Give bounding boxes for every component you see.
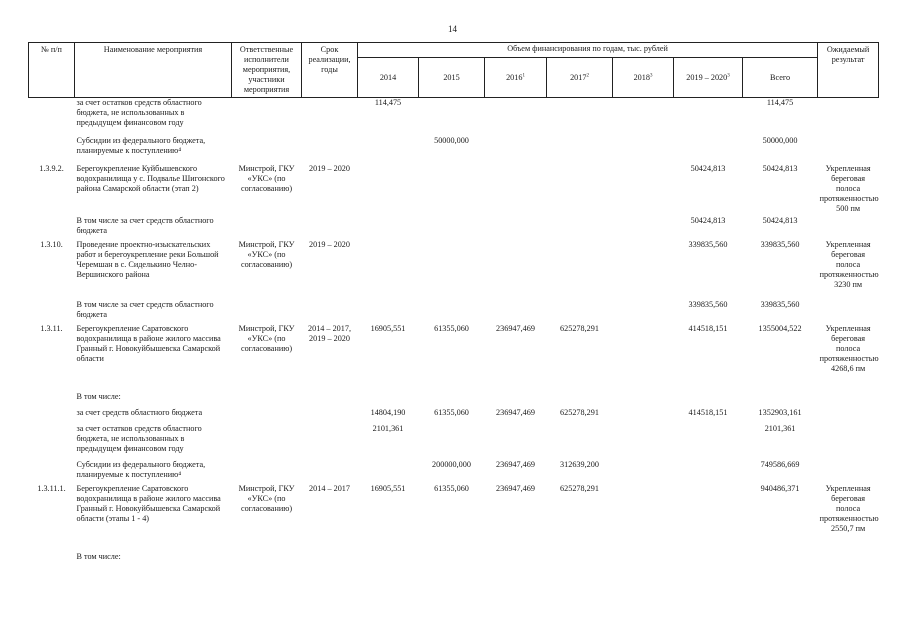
value-2018: [613, 240, 674, 300]
row-result: [818, 98, 879, 136]
value-2017: [547, 424, 613, 460]
value-2014: 114,475: [374, 98, 402, 107]
table-body: [29, 98, 879, 568]
value-2016: [485, 300, 547, 324]
value-2018: [613, 484, 674, 552]
value-total: [743, 552, 818, 568]
value-2017: [547, 552, 613, 568]
value-2016: 236947,469: [496, 407, 535, 417]
value-2018: [613, 408, 674, 424]
value-2015: [419, 424, 485, 460]
header-year-2017: 2017$^2$: [547, 58, 613, 98]
value-2018: [613, 392, 674, 408]
table-row: [29, 300, 879, 324]
row-responsible: [232, 552, 302, 568]
value-2015: 61355,060: [434, 323, 469, 333]
value-total: 50000,000: [762, 135, 798, 145]
value-2014: [358, 552, 419, 568]
row-term: 2019 – 2020: [309, 163, 350, 173]
value-2017: 625278,291: [560, 483, 599, 493]
row-num: [29, 98, 75, 136]
table-row: [29, 98, 879, 136]
row-num: 1.3.10.: [40, 239, 63, 249]
header-year-2019-2020: 2019 – 2020$^3$: [674, 58, 743, 98]
row-responsible: Минстрой, ГКУ «УКС» (по согласованию): [238, 483, 295, 513]
row-term: [302, 460, 358, 484]
value-2015: [419, 164, 485, 216]
value-2014: [358, 300, 419, 324]
table-row: [29, 164, 879, 216]
value-2018: [613, 324, 674, 392]
value-2017: [547, 216, 613, 240]
row-name: В том числе за счет средств областного бюджета: [76, 299, 214, 319]
value-2018: [613, 164, 674, 216]
row-name: за счет остатков средств областного бюджета, не использованных в предыдущем финансовом году: [76, 98, 202, 127]
value-2017: [547, 98, 613, 136]
value-2018: [613, 216, 674, 240]
value-total: 749586,669: [760, 459, 800, 469]
value-2018: [613, 552, 674, 568]
value-2015: [419, 392, 485, 408]
table-row: [29, 216, 879, 240]
value-2015: 61355,060: [434, 407, 469, 417]
row-result: Укрепленная береговая полоса протяженностью 4268,6 пм: [819, 323, 879, 373]
value-2018: [613, 424, 674, 460]
value-2014: [358, 216, 419, 240]
header-responsible: Ответственные исполнители мероприятия, участники мероприятия: [232, 43, 302, 98]
header-year-2015: 2015: [419, 58, 485, 98]
row-term: [302, 216, 358, 240]
row-num: [29, 300, 75, 324]
value-2019-2020: 50424,813: [690, 163, 726, 173]
row-num: [29, 136, 75, 164]
row-result: [818, 300, 879, 324]
header-num: № п/п: [29, 43, 75, 98]
row-responsible: [232, 136, 302, 164]
header-year-2018: 2018$^3$: [613, 58, 674, 98]
row-responsible: [232, 392, 302, 408]
row-responsible: Минстрой, ГКУ «УКС» (по согласованию): [238, 163, 295, 193]
value-2019-2020: 414518,151: [688, 407, 728, 417]
row-name: В том числе за счет средств областного бюджета: [76, 215, 214, 235]
row-result: Укрепленная береговая полоса протяженностью 500 пм: [819, 163, 879, 213]
value-2015: [419, 216, 485, 240]
value-2019-2020: 339835,560: [688, 299, 728, 309]
table-row: [29, 484, 879, 552]
value-2019-2020: [674, 460, 743, 484]
value-total: 50424,813: [762, 163, 798, 173]
value-2019-2020: [674, 424, 743, 460]
row-result: Укрепленная береговая полоса протяженностью 2550,7 пм: [819, 483, 879, 533]
row-name: Берегоукрепление Саратовского водохранилища в районе жилого массива Гранный г. Новокуйбышевска Самарской области (этапы 1 - 4): [76, 483, 221, 523]
row-responsible: Минстрой, ГКУ «УКС» (по согласованию): [238, 323, 295, 353]
value-2018: [613, 300, 674, 324]
value-2015: 61355,060: [434, 483, 469, 493]
value-2014: [358, 460, 419, 484]
value-2014: [358, 240, 419, 300]
value-2019-2020: 339835,560: [688, 239, 728, 249]
row-name: за счет средств областного бюджета: [76, 407, 203, 417]
value-2014: 14804,190: [370, 407, 406, 417]
row-name: Субсидии из федерального бюджета, планируемые к поступлению⁴: [76, 459, 206, 479]
value-2016: [485, 136, 547, 164]
value-2018: [613, 136, 674, 164]
financing-table: [28, 42, 879, 568]
row-responsible: [232, 98, 302, 136]
value-2015: [419, 552, 485, 568]
row-num: 1.3.11.: [40, 323, 63, 333]
row-result: [818, 136, 879, 164]
value-2016: [485, 216, 547, 240]
header-name: Наименование мероприятия: [75, 43, 232, 98]
value-2015: [419, 98, 485, 136]
value-2015: 50000,000: [434, 135, 469, 145]
value-2014: [358, 136, 419, 164]
value-2016: [485, 164, 547, 216]
row-result: Укрепленная береговая полоса протяженностью 3230 пм: [819, 239, 879, 289]
value-2017: 312639,200: [560, 459, 599, 469]
row-num: 1.3.11.1.: [37, 483, 66, 493]
table-row: [29, 136, 879, 164]
row-responsible: [232, 460, 302, 484]
value-2016: [485, 98, 547, 136]
row-num: [29, 552, 75, 568]
value-2016: 236947,469: [496, 459, 535, 469]
value-2019-2020: 50424,813: [690, 215, 726, 225]
value-2014: [358, 164, 419, 216]
header-year-2014: 2014: [358, 58, 419, 98]
table-row: [29, 240, 879, 300]
row-name: В том числе:: [76, 551, 121, 561]
value-2016: [485, 552, 547, 568]
table-row: [29, 392, 879, 408]
row-responsible: [232, 216, 302, 240]
row-name: за счет остатков средств областного бюджета, не использованных в предыдущем финансовом году: [76, 423, 202, 453]
value-2019-2020: 414518,151: [688, 323, 728, 333]
row-term: [302, 424, 358, 460]
row-num: [29, 424, 75, 460]
row-responsible: Минстрой, ГКУ «УКС» (по согласованию): [238, 239, 295, 269]
row-term: 2014 – 2017, 2019 – 2020: [308, 323, 351, 343]
row-term: [302, 392, 358, 408]
value-2016: 236947,469: [496, 483, 535, 493]
row-term: [302, 300, 358, 324]
row-responsible: [232, 300, 302, 324]
value-total: [743, 392, 818, 408]
row-name: В том числе:: [76, 391, 121, 401]
value-2019-2020: [674, 552, 743, 568]
row-term: [302, 98, 358, 136]
value-2016: [485, 424, 547, 460]
row-result: [818, 424, 879, 460]
value-2019-2020: [674, 484, 743, 552]
row-num: [29, 392, 75, 408]
row-name: Берегоукрепление Саратовского водохранилища в районе жилого массива Гранный г. Новокуйбышевска Самарской области: [76, 323, 221, 363]
value-2017: [547, 240, 613, 300]
value-2016: 236947,469: [496, 323, 535, 333]
header-finance: Объем финансирования по годам, тыс. рублей: [358, 43, 818, 58]
value-2019-2020: [674, 392, 743, 408]
row-result: [818, 216, 879, 240]
row-num: [29, 460, 75, 484]
value-2016: [485, 392, 547, 408]
row-term: 2014 – 2017: [309, 483, 350, 493]
row-result: [818, 408, 879, 424]
table-row: [29, 460, 879, 484]
row-num: [29, 216, 75, 240]
row-responsible: [232, 408, 302, 424]
row-result: [818, 460, 879, 484]
value-2017: 625278,291: [560, 407, 599, 417]
value-total: 339835,560: [760, 299, 800, 309]
value-2019-2020: [674, 136, 743, 164]
row-name: Проведение проектно-изыскательских работ и берегоукрепление реки Большой Черемшан в с. Сиделькино Челно-Вершинского района: [76, 239, 219, 279]
value-2017: [547, 164, 613, 216]
header-year-total: Всего: [743, 58, 818, 98]
row-responsible: [232, 424, 302, 460]
row-num: [29, 408, 75, 424]
value-total: 1352903,161: [758, 407, 802, 417]
page-number: 14: [448, 24, 457, 34]
value-2015: 200000,000: [432, 459, 471, 469]
value-2017: 625278,291: [560, 323, 599, 333]
value-total: 2101,361: [764, 423, 796, 433]
value-2019-2020: [674, 98, 743, 136]
value-2017: [547, 136, 613, 164]
value-2016: [485, 240, 547, 300]
row-term: 2019 – 2020: [309, 239, 350, 249]
row-term: [302, 552, 358, 568]
value-2015: [419, 240, 485, 300]
row-term: [302, 136, 358, 164]
value-2018: [613, 460, 674, 484]
row-name: Субсидии из федерального бюджета, планируемые к поступлению⁴: [76, 135, 206, 155]
value-2014: 16905,551: [370, 323, 406, 333]
row-result: [818, 552, 879, 568]
value-total: 114,475: [766, 98, 794, 107]
value-2014: [358, 392, 419, 408]
value-total: 50424,813: [762, 215, 798, 225]
row-term: [302, 408, 358, 424]
value-total: 1355004,522: [758, 323, 802, 333]
value-2017: [547, 392, 613, 408]
row-num: 1.3.9.2.: [39, 163, 64, 173]
header-result: Ожидаемый результат: [818, 43, 879, 98]
value-2017: [547, 300, 613, 324]
value-total: 940486,371: [760, 483, 800, 493]
table-row: [29, 424, 879, 460]
value-2014: 16905,551: [370, 483, 406, 493]
row-result: [818, 392, 879, 408]
header-term: Срок реализации, годы: [302, 43, 358, 98]
table-header: [29, 43, 879, 98]
table-row: [29, 408, 879, 424]
header-year-2016: 2016$^1$: [485, 58, 547, 98]
row-name: Берегоукрепление Куйбышевского водохранилища у с. Подвалье Шигонского района Самарской области (этап 2): [76, 163, 225, 193]
table-row: [29, 324, 879, 392]
table-row: [29, 552, 879, 568]
value-2018: [613, 98, 674, 136]
value-2014: 2101,361: [372, 423, 404, 433]
value-2015: [419, 300, 485, 324]
value-total: 339835,560: [760, 239, 800, 249]
